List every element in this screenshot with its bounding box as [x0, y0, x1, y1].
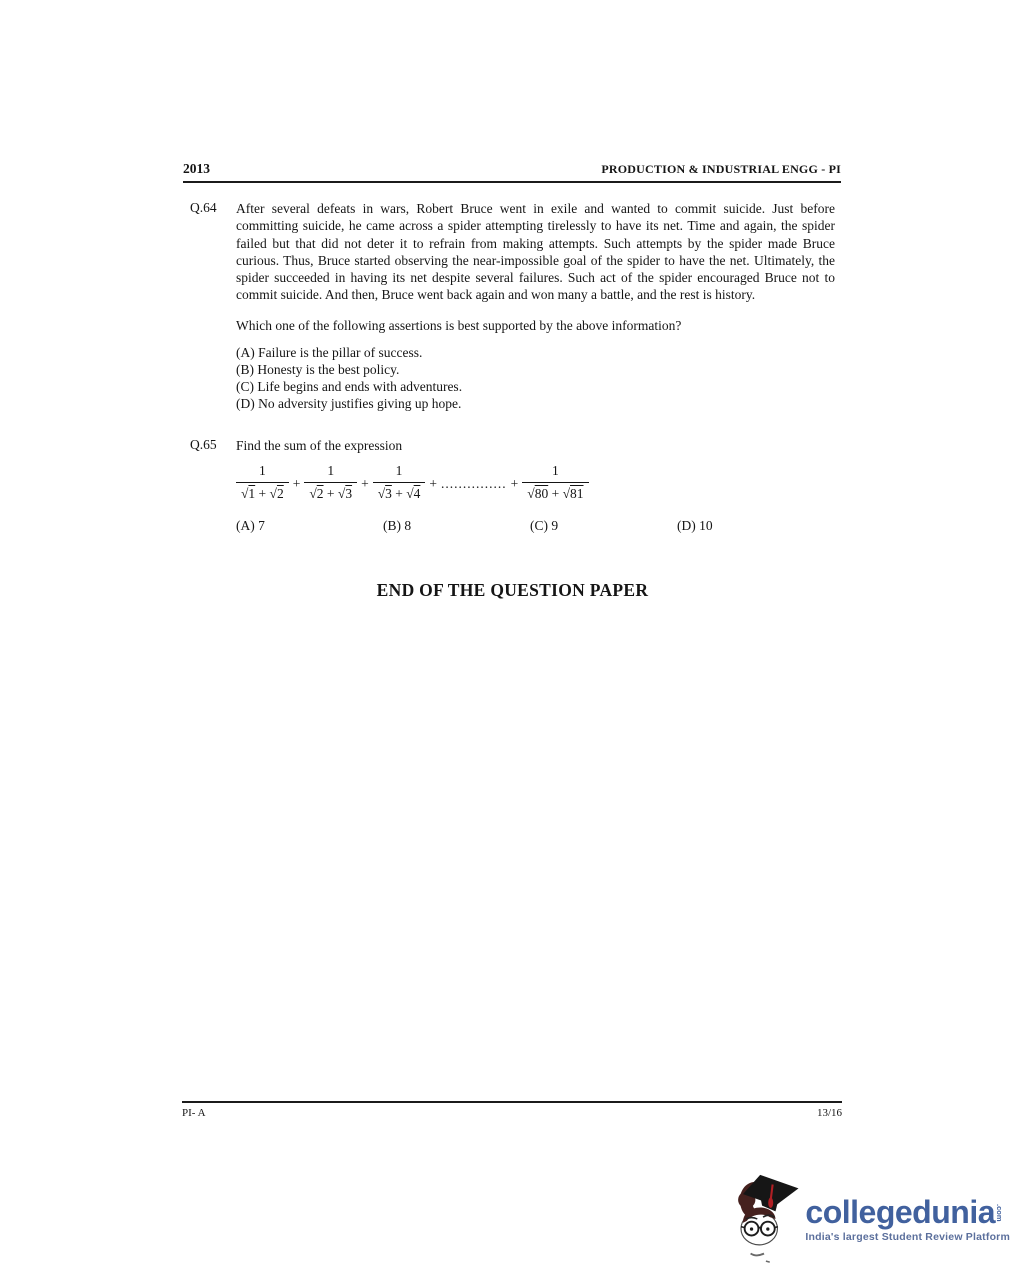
sqrt-icon: √ — [406, 485, 414, 501]
sqrt-icon: √ — [562, 485, 570, 501]
question-65-options — [236, 517, 835, 534]
question-65 — [190, 437, 835, 534]
question-64-option-a: (A) Failure is the pillar of success. — [236, 345, 423, 361]
plus-operator: + — [361, 476, 369, 492]
collegedunia-logo — [727, 1173, 1010, 1265]
page-footer — [182, 1101, 842, 1119]
page-header — [183, 161, 841, 183]
question-65-stem: Find the sum of the expression — [236, 438, 403, 453]
question-65-option-b: (B) 8 — [383, 517, 412, 533]
question-64-stem: Which one of the following assertions is best supported by the above information? — [236, 317, 682, 333]
question-64-option-c: (C) Life begins and ends with adventures. — [236, 379, 463, 395]
sqrt-icon: √ — [337, 485, 346, 501]
exam-year: 2013 — [183, 161, 210, 176]
sqrt-icon: √ — [309, 485, 317, 501]
sqrt-icon: √ — [527, 485, 535, 501]
question-64 — [190, 200, 835, 412]
plus-operator: + — [292, 476, 301, 492]
fraction-1: $\frac{1}{√1 + √2}$ — [236, 462, 289, 502]
end-of-paper-text: END OF THE QUESTION PAPER — [376, 580, 649, 600]
collegedunia-wordmark: collegedunia — [805, 1193, 995, 1230]
collegedunia-dotcom: .com — [995, 1203, 1004, 1222]
page-number: 13/16 — [816, 1107, 842, 1119]
fraction-2: $\frac{1}{√2 + √3}$ — [304, 462, 357, 502]
paper-title: PRODUCTION & INDUSTRIAL ENGG - PI — [601, 162, 841, 176]
plus-operator: + — [510, 476, 519, 492]
fraction-4: $\frac{1}{√80 + √81}$ — [522, 462, 588, 502]
question-64-number: Q.64 — [190, 200, 217, 215]
question-65-option-a: (A) 7 — [236, 517, 265, 533]
question-64-passage: After several defeats in wars, Robert Bruce went in exile and wanted to commit suicide. Just before committing suicide, he came across a spider attempting tirelessly to have its net. Time and again, the spider failed but that did not deter it to refrain from making attempts. Such attempts by the spider made Bruce curious. Thus, Bruce started observing the near-impossible goal of the spider to have the net. Ultimately, the spider succeeded in having its net despite several failures. Such act of the spider encouraged Bruce not to commit suicide. And then, Bruce went back again and won many a battle, and the rest is history. — [236, 201, 835, 303]
question-65-option-c: (C) 9 — [530, 517, 559, 533]
sqrt-icon: √ — [269, 485, 277, 501]
question-64-options — [236, 344, 835, 412]
collegedunia-tagline: India's largest Student Review Platform — [805, 1230, 1010, 1243]
sqrt-icon: √ — [241, 485, 249, 501]
question-65-option-d: (D) 10 — [677, 517, 713, 533]
question-65-expression — [236, 462, 835, 502]
question-64-option-b: (B) Honesty is the best policy. — [236, 362, 400, 378]
question-65-number: Q.65 — [190, 437, 217, 452]
sqrt-icon: √ — [377, 485, 386, 501]
fraction-3: $\frac{1}{√3 + √4}$ — [373, 462, 426, 502]
question-64-option-d: (D) No adversity justifies giving up hope. — [236, 396, 462, 412]
ellipsis-dots: ............... — [441, 476, 507, 492]
collegedunia-mascot-icon — [727, 1173, 801, 1265]
paper-code: PI- A — [182, 1107, 206, 1119]
plus-operator: + — [429, 476, 438, 492]
